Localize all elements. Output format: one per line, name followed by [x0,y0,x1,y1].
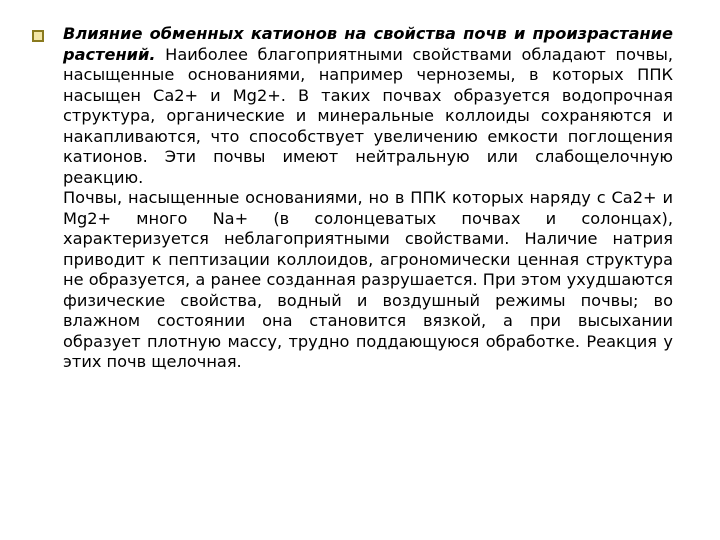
paragraph-two: Почвы, насыщенные основаниями, но в ППК которых наряду с Са2+ и Mg2+ много Na+ (в солонцеватых почвах и солонцах), характеризуется неблагоприятными свойствами. Наличие натрия приводит к пептизации коллоидов, агрономически ценная структура не образуется, а ранее созданная разрушается. При этом ухудшаются физические свойства, водный и воздушный режимы почвы; во влажном состоянии она становится вязкой, а при высыхании образует плотную массу, трудно поддающуюся обработке. Реакция у этих почв щелочная. [63,188,673,371]
lead-heading: Влияние обменных катионов на свойства почв и произрастание растений. [63,24,673,64]
square-bullet-icon [32,30,44,42]
bullet-text [63,24,673,373]
paragraph-one: Наиболее благоприятными свойствами обладают почвы, насыщенные основаниями, например черноземы, в которых ППК насыщен Са2+ и Mg2+. В таких почвах образуется водопрочная структура, органические и минеральные коллоиды сохраняются и накапливаются, что способствует увеличению емкости поглощения катионов. Эти почвы имеют нейтральную или слабощелочную реакцию. [63,44,673,187]
